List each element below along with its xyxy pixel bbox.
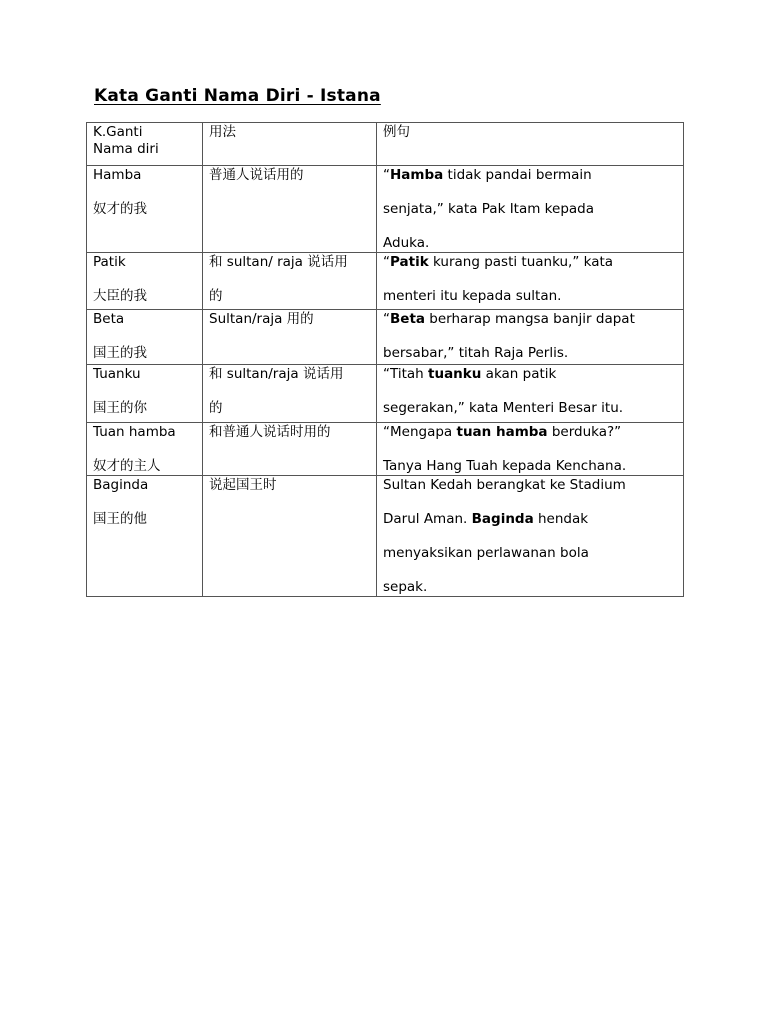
usage-line: 说起国王时: [209, 477, 277, 493]
example-line: [383, 201, 677, 218]
example-text: Darul Aman.: [383, 511, 472, 527]
example-cell: [377, 310, 684, 365]
header-usage-label: 用法: [209, 124, 236, 140]
pronoun-term: Tuanku: [93, 366, 141, 382]
example-text: senjata,” kata Pak Itam kepada: [383, 201, 595, 217]
example-text: Tanya Hang Tuah kepada Kenchana.: [383, 458, 627, 474]
usage-cell: [203, 423, 377, 476]
usage-cell: [203, 476, 377, 597]
usage-line: 和 sultan/raja 说话用: [209, 366, 344, 382]
pronoun-term: Patik: [93, 254, 126, 270]
header-pronoun-line-1: K.Ganti: [93, 124, 143, 140]
pronoun-cell: [87, 310, 203, 365]
example-text: akan patik: [481, 366, 557, 382]
usage-cell: [203, 365, 377, 423]
example-text: “Titah: [383, 366, 428, 382]
example-text: berduka?”: [547, 424, 622, 440]
table-header-row: [87, 123, 684, 166]
header-example-label: 例句: [383, 124, 410, 140]
example-line: [383, 511, 677, 528]
usage-line: 的: [209, 400, 223, 416]
example-text: kurang pasti tuanku,” kata: [428, 254, 614, 270]
pronoun-cell: [87, 253, 203, 310]
example-text: “: [383, 167, 390, 183]
pronoun-table: [86, 122, 684, 597]
usage-line: 和普通人说话时用的: [209, 424, 331, 440]
pronoun-cell: [87, 166, 203, 253]
document-title: Kata Ganti Nama Diri - Istana: [94, 86, 381, 106]
example-text: berharap mangsa banjir dapat: [425, 311, 635, 327]
example-text: hendak: [533, 511, 589, 527]
example-line: [383, 579, 677, 596]
pronoun-meaning: 国王的你: [93, 400, 147, 416]
example-line: [383, 424, 677, 441]
example-line: [383, 167, 677, 184]
pronoun-term: Baginda: [93, 477, 149, 493]
example-text: bersabar,” titah Raja Perlis.: [383, 345, 569, 361]
example-highlight-pronoun: Baginda: [471, 511, 534, 527]
example-text: “: [383, 311, 390, 327]
example-cell: [377, 365, 684, 423]
example-line: [383, 254, 677, 271]
pronoun-cell: [87, 423, 203, 476]
example-highlight-pronoun: tuan hamba: [456, 424, 548, 440]
pronoun-meaning: 国王的他: [93, 511, 147, 527]
usage-line: 的: [209, 288, 223, 304]
example-text: segerakan,” kata Menteri Besar itu.: [383, 400, 624, 416]
example-line: [383, 235, 677, 252]
usage-line: Sultan/raja 用的: [209, 311, 314, 327]
usage-line: 和 sultan/ raja 说话用: [209, 254, 348, 270]
table-row: [87, 310, 684, 365]
example-highlight-pronoun: Hamba: [390, 167, 444, 183]
example-text: “: [383, 254, 390, 270]
example-cell: [377, 423, 684, 476]
pronoun-meaning: 奴才的主人: [93, 458, 161, 474]
header-usage: [203, 123, 377, 166]
example-text: “Mengapa: [383, 424, 457, 440]
example-line: [383, 311, 677, 328]
example-text: tidak pandai bermain: [443, 167, 592, 183]
header-pronoun-line-2: Nama diri: [93, 141, 159, 157]
example-line: [383, 545, 677, 562]
table-row: [87, 365, 684, 423]
example-line: [383, 400, 677, 417]
example-line: [383, 366, 677, 383]
pronoun-cell: [87, 476, 203, 597]
example-text: menyaksikan perlawanan bola: [383, 545, 589, 561]
pronoun-term: Beta: [93, 311, 125, 327]
example-highlight-pronoun: tuanku: [428, 366, 482, 382]
table-row: [87, 253, 684, 310]
table-row: [87, 166, 684, 253]
table-body: [87, 166, 684, 597]
example-cell: [377, 476, 684, 597]
example-line: [383, 477, 677, 494]
header-pronoun: [87, 123, 203, 166]
usage-cell: [203, 166, 377, 253]
table-row: [87, 476, 684, 597]
example-text: Aduka.: [383, 235, 430, 251]
example-line: [383, 458, 677, 475]
pronoun-term: Hamba: [93, 167, 142, 183]
example-text: Sultan Kedah berangkat ke Stadium: [383, 477, 626, 493]
example-highlight-pronoun: Beta: [390, 311, 426, 327]
pronoun-meaning: 国王的我: [93, 345, 147, 361]
pronoun-cell: [87, 365, 203, 423]
header-example: [377, 123, 684, 166]
table-row: [87, 423, 684, 476]
example-line: [383, 288, 677, 305]
pronoun-term: Tuan hamba: [93, 424, 176, 440]
pronoun-meaning: 奴才的我: [93, 201, 147, 217]
usage-cell: [203, 253, 377, 310]
example-text: menteri itu kepada sultan.: [383, 288, 562, 304]
pronoun-meaning: 大臣的我: [93, 288, 147, 304]
example-text: sepak.: [383, 579, 428, 595]
usage-line: 普通人说话用的: [209, 167, 304, 183]
example-line: [383, 345, 677, 362]
example-cell: [377, 253, 684, 310]
example-highlight-pronoun: Patik: [390, 254, 429, 270]
usage-cell: [203, 310, 377, 365]
example-cell: [377, 166, 684, 253]
